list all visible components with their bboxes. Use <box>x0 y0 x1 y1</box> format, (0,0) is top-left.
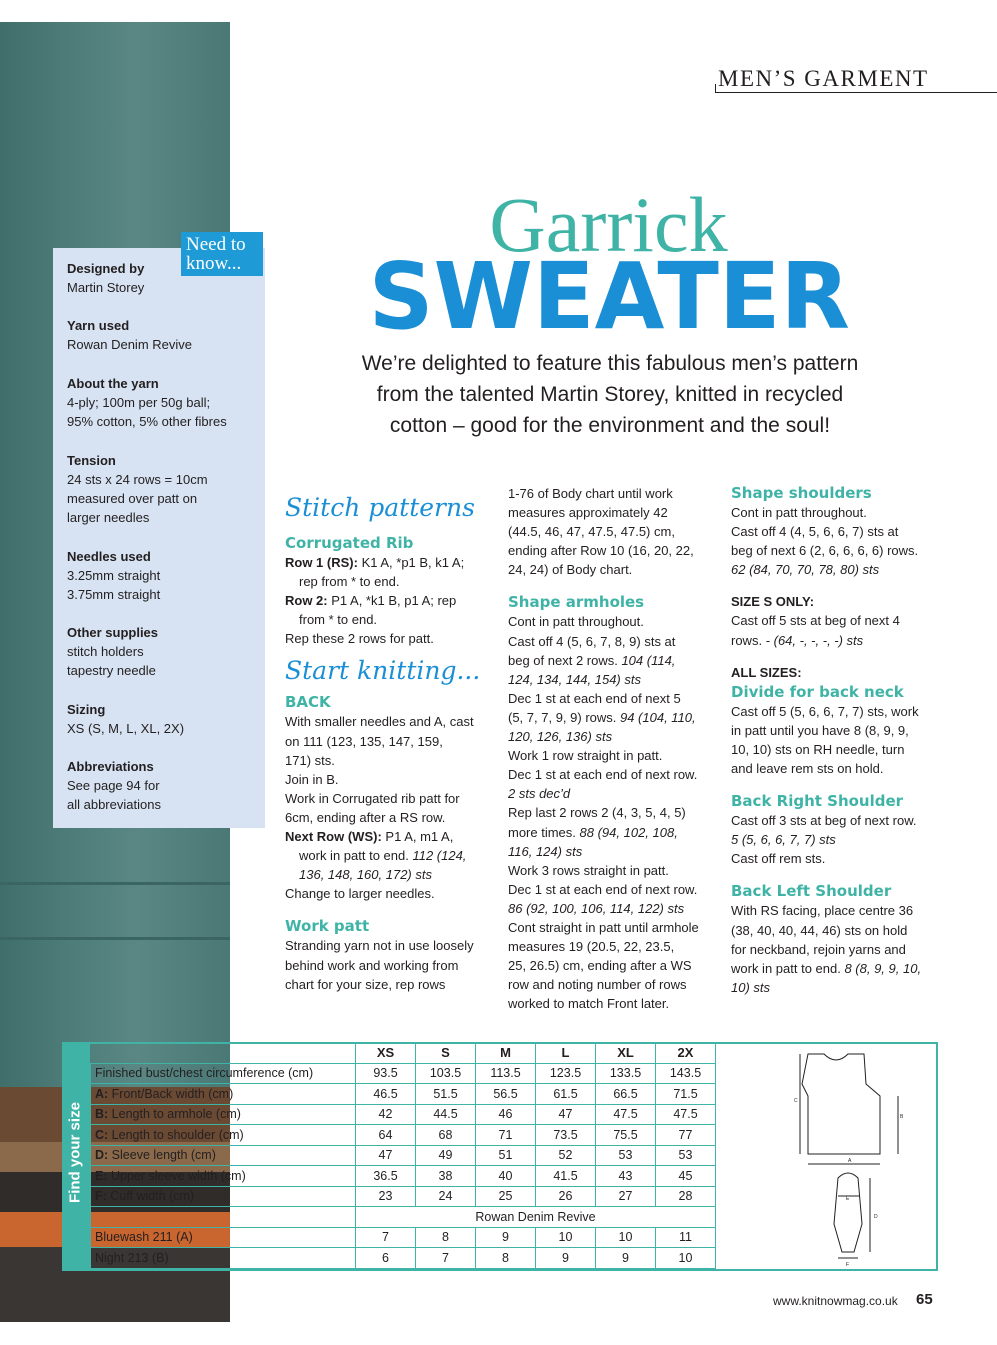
table-cell: 7 <box>416 1248 476 1269</box>
sidebar-value: measured over patt on <box>67 491 198 506</box>
heading-shape-shoulders: Shape shoulders <box>731 484 872 502</box>
sidebar-value: 3.75mm straight <box>67 587 161 602</box>
table-cell: 23 <box>356 1186 416 1207</box>
sidebar-item-tension <box>67 451 262 527</box>
measurement-label <box>91 1104 356 1125</box>
diagram-label-f: F <box>846 1262 850 1268</box>
table-header-row <box>91 1043 716 1064</box>
stitch-count: 2 sts dec’d <box>508 786 571 802</box>
body-text: beg of next 2 rows. <box>508 652 618 668</box>
intro-line: We’re delighted to feature this fabulous men’s pattern <box>361 352 859 375</box>
row-label: Row 1 (RS): <box>285 555 358 570</box>
table-cell: 46.5 <box>356 1084 416 1105</box>
body-text: on 111 (123, 135, 147, 159, <box>285 733 443 749</box>
table-cell: 47 <box>536 1104 596 1125</box>
table-cell: 71.5 <box>656 1084 716 1105</box>
heading-start-knitting: Start knitting... <box>285 656 481 686</box>
sidebar-heading: Yarn used <box>67 318 130 333</box>
sidebar-heading: Designed by <box>67 261 145 276</box>
table-cell: 9 <box>476 1227 536 1248</box>
page-number: 65 <box>916 1291 933 1308</box>
measurement-text: Length to shoulder (cm) <box>108 1127 244 1142</box>
yarn-header: Rowan Denim Revive <box>356 1207 716 1228</box>
heading-back-left-shoulder: Back Left Shoulder <box>731 882 892 901</box>
size-header: XL <box>596 1043 656 1064</box>
table-cell: 43 <box>596 1166 656 1187</box>
stitch-count: 136, 148, 160, 172) sts <box>299 867 432 883</box>
body-text: 1-76 of Body chart until work <box>508 486 673 501</box>
table-cell: 42 <box>356 1104 416 1125</box>
body-text: Dec 1 st at each end of next row. <box>508 767 698 783</box>
body-text: more times. <box>508 824 576 840</box>
table-row <box>91 1207 716 1228</box>
table-cell: 10 <box>536 1227 596 1248</box>
stitch-count: 104 (114, <box>617 652 676 668</box>
body-text: Work 3 rows straight in patt. <box>508 862 669 878</box>
heading-divide-back-neck: Divide for back neck <box>731 682 904 701</box>
table-cell: 47.5 <box>656 1104 716 1125</box>
table-cell: 53 <box>596 1145 656 1166</box>
sidebar-item-designer <box>67 259 262 297</box>
body-text: work in patt to end. <box>731 960 841 976</box>
body-text: rows. <box>731 632 763 648</box>
measurement-key: D: <box>95 1148 109 1163</box>
table-cell: 10 <box>656 1248 716 1269</box>
table-cell: 9 <box>596 1248 656 1269</box>
body-text: Work in Corrugated rib patt for <box>285 790 460 806</box>
row-label: Row 2: <box>285 593 328 609</box>
yarn-header-spacer <box>91 1207 356 1228</box>
stitch-count: 62 (84, 70, 70, 78, 80) sts <box>731 562 880 578</box>
table-cell: 26 <box>536 1186 596 1207</box>
size-table <box>90 1042 716 1269</box>
pattern-column-3 <box>731 483 946 997</box>
diagram-label-e: E <box>846 1196 850 1202</box>
diagram-label-a: A <box>848 1158 852 1164</box>
table-cell: 103.5 <box>416 1063 476 1084</box>
title-sweater: SWEATER <box>368 243 850 350</box>
table-row <box>91 1145 716 1166</box>
body-text: beg of next 6 (2, 6, 6, 6, 6) rows. <box>731 543 919 559</box>
heading-corrugated-rib: Corrugated Rib <box>285 534 414 552</box>
row-text: P1 A, m1 A, <box>381 829 454 845</box>
table-row <box>91 1227 716 1248</box>
size-note: SIZE S ONLY: <box>731 594 815 610</box>
table-row <box>91 1186 716 1207</box>
sidebar-value: XS (S, M, L, XL, 2X) <box>67 721 185 736</box>
table-row <box>91 1104 716 1125</box>
diagram-label-b: B <box>900 1114 904 1120</box>
table-cell: 40 <box>476 1166 536 1187</box>
table-cell: 8 <box>416 1227 476 1248</box>
sleeve-outline <box>834 1173 862 1252</box>
table-cell: 75.5 <box>596 1125 656 1146</box>
body-text: Cast off 4 (4, 5, 6, 6, 7) sts at <box>731 524 899 540</box>
body-text: in patt until you have 8 (8, 9, 9, <box>731 722 909 738</box>
table-cell: 52 <box>536 1145 596 1166</box>
garment-schematic <box>762 1044 936 1269</box>
stitch-count: - (64, -, -, -, -) sts <box>762 632 864 648</box>
title-garrick: Garrick <box>489 181 728 268</box>
table-cell: 38 <box>416 1166 476 1187</box>
table-cell: 73.5 <box>536 1125 596 1146</box>
yarn-label: Bluewash 211 (A) <box>91 1227 356 1248</box>
stitch-count: 10) sts <box>731 979 771 995</box>
body-text: 171) sts. <box>285 752 335 768</box>
body-text: for neckband, rejoin yarns and <box>731 941 906 957</box>
measurement-text: Upper sleeve width (cm) <box>107 1168 246 1183</box>
body-text: Cont in patt throughout. <box>508 614 644 630</box>
table-cell: 46 <box>476 1104 536 1125</box>
table-cell: 51.5 <box>416 1084 476 1105</box>
intro-line: cotton – good for the environment and the soul! <box>389 414 831 437</box>
table-cell: 11 <box>656 1227 716 1248</box>
table-cell: 47.5 <box>596 1104 656 1125</box>
body-text: 10, 10) sts on RH needle, turn <box>731 741 905 757</box>
pattern-column-2 <box>508 484 718 1013</box>
size-header: L <box>536 1043 596 1064</box>
sidebar-value: 4-ply; 100m per 50g ball; <box>67 395 211 410</box>
table-cell: 25 <box>476 1186 536 1207</box>
body-text: Cast off 4 (5, 6, 7, 8, 9) sts at <box>508 633 676 649</box>
sidebar-item-sizing <box>67 700 262 738</box>
table-cell: 44.5 <box>416 1104 476 1125</box>
sidebar-value: tapestry needle <box>67 663 156 678</box>
body-text: Stranding yarn not in use loosely <box>285 938 474 954</box>
body-text: measures 19 (20.5, 22, 23.5, <box>508 939 675 955</box>
sidebar-heading: Needles used <box>67 549 151 564</box>
measurement-text: Length to armhole (cm) <box>108 1107 241 1122</box>
sidebar-value: 3.25mm straight <box>67 568 161 583</box>
body-text: Work 1 row straight in patt. <box>508 748 663 764</box>
diagram-label-c: C <box>794 1098 798 1104</box>
measurement-text: Front/Back width (cm) <box>108 1086 234 1101</box>
section-tag: MEN’S GARMENT <box>718 66 929 91</box>
stitch-count: 94 (104, 110, <box>616 709 696 725</box>
wall-panel-line <box>0 937 230 940</box>
table-cell: 49 <box>416 1145 476 1166</box>
measurement-label: Finished bust/chest circumference (cm) <box>91 1063 356 1084</box>
sidebar-item-yarn <box>67 316 262 354</box>
table-cell: 143.5 <box>656 1063 716 1084</box>
stitch-count: 88 (94, 102, 108, <box>575 824 678 840</box>
measurement-key: E: <box>95 1168 108 1183</box>
sidebar-value: 24 sts x 24 rows = 10cm <box>67 472 208 487</box>
measurement-text: Cuff width (cm) <box>106 1189 195 1204</box>
sidebar-value: See page 94 for <box>67 778 160 793</box>
sidebar-value: Rowan Denim Revive <box>67 337 192 352</box>
heading-work-patt: Work patt <box>285 917 370 936</box>
sidebar-value: all abbreviations <box>67 797 161 812</box>
measurement-label <box>91 1166 356 1187</box>
sidebar-heading: Tension <box>67 453 116 468</box>
sidebar-value: stitch holders <box>67 644 144 659</box>
body-text: and leave rem sts on hold. <box>731 761 884 777</box>
wall-panel-line <box>0 882 230 885</box>
body-text: Join in B. <box>285 771 339 787</box>
heading-shape-armholes: Shape armholes <box>508 593 645 612</box>
table-cell: 8 <box>476 1248 536 1269</box>
measurement-label <box>91 1186 356 1207</box>
footer-url[interactable]: www.knitnowmag.co.uk <box>773 1294 898 1308</box>
table-row <box>91 1248 716 1269</box>
table-cell: 45 <box>656 1166 716 1187</box>
body-outline <box>802 1054 880 1154</box>
table-row <box>91 1084 716 1105</box>
body-text: Cast off 5 (5, 6, 6, 7, 7) sts, work <box>731 703 919 719</box>
measurement-label <box>91 1084 356 1105</box>
yarn-label: Night 213 (B) <box>91 1248 356 1269</box>
find-your-size-tab <box>62 1042 90 1271</box>
stitch-count: 120, 126, 136) sts <box>508 729 613 745</box>
body-text: Cast off 5 sts at beg of next 4 <box>731 613 900 629</box>
body-text: Dec 1 st at each end of next 5 <box>508 690 681 706</box>
sidebar-item-abbreviations <box>67 757 262 814</box>
body-text: behind work and working from <box>285 957 459 973</box>
measurement-key: B: <box>95 1107 109 1122</box>
table-row <box>91 1063 716 1084</box>
body-text: (44.5, 46, 47, 47.5, 47.5) cm, <box>508 524 675 540</box>
body-text: Cast off 3 sts at beg of next row. <box>731 813 917 829</box>
size-header: XS <box>356 1043 416 1064</box>
size-header: M <box>476 1043 536 1064</box>
body-text: (5, 7, 7, 9, 9) rows. <box>508 709 617 725</box>
table-cell: 133.5 <box>596 1063 656 1084</box>
pattern-column-1 <box>285 493 490 994</box>
body-text: Change to larger needles. <box>285 886 435 902</box>
measurement-text: Sleeve length (cm) <box>108 1148 216 1163</box>
size-header: S <box>416 1043 476 1064</box>
measurement-key: F: <box>95 1189 107 1204</box>
size-note: ALL SIZES: <box>731 664 802 680</box>
table-row <box>91 1125 716 1146</box>
heading-back: BACK <box>285 693 331 712</box>
sidebar-value: Martin Storey <box>67 280 145 295</box>
row-text: work in patt to end. <box>299 848 409 864</box>
table-cell: 10 <box>596 1227 656 1248</box>
stitch-count: 5 (5, 6, 6, 7, 7) sts <box>731 832 836 848</box>
table-cell: 41.5 <box>536 1166 596 1187</box>
find-your-size-label: Find your size <box>66 1102 84 1203</box>
table-cell: 28 <box>656 1186 716 1207</box>
body-text: With RS facing, place centre 36 <box>731 903 914 919</box>
table-cell: 47 <box>356 1145 416 1166</box>
table-cell: 6 <box>356 1248 416 1269</box>
heading-stitch-patterns: Stitch patterns <box>285 493 475 522</box>
diagram-label-d: D <box>874 1214 878 1220</box>
body-text: ending after Row 10 (16, 20, 22, <box>508 543 694 559</box>
stitch-count: 116, 124) sts <box>508 843 583 859</box>
row-text: from * to end. <box>299 612 378 628</box>
body-text: Rep last 2 rows 2 (4, 3, 5, 4, 5) <box>508 805 686 821</box>
measurement-label <box>91 1125 356 1146</box>
sidebar-value: larger needles <box>67 510 150 525</box>
table-cell: 27 <box>596 1186 656 1207</box>
body-text: Cont in patt throughout. <box>731 505 867 520</box>
badge-line: know... <box>186 253 242 274</box>
stitch-count: 124, 134, 144, 154) sts <box>508 671 641 687</box>
table-cell: 51 <box>476 1145 536 1166</box>
body-text: (38, 40, 40, 44, 46) sts on hold <box>731 922 908 938</box>
sidebar-heading: Abbreviations <box>67 759 154 774</box>
sidebar-value: 95% cotton, 5% other fibres <box>67 414 227 429</box>
rep-text: Rep these 2 rows for patt. <box>285 631 434 647</box>
stitch-count: 112 (124, <box>408 848 467 864</box>
heading-back-right-shoulder: Back Right Shoulder <box>731 792 904 811</box>
body-text: Cast off rem sts. <box>731 851 826 867</box>
sidebar-item-supplies <box>67 623 262 680</box>
table-cell: 68 <box>416 1125 476 1146</box>
measurement-key: C: <box>95 1127 109 1142</box>
table-cell: 123.5 <box>536 1063 596 1084</box>
table-cell: 9 <box>536 1248 596 1269</box>
table-cell: 71 <box>476 1125 536 1146</box>
row-text: K1 A, *p1 B, k1 A; <box>357 555 465 570</box>
table-cell: 7 <box>356 1227 416 1248</box>
table-cell: 24 <box>416 1186 476 1207</box>
badge-line: Need to <box>186 234 246 255</box>
table-cell: 93.5 <box>356 1063 416 1084</box>
stitch-count: 8 (8, 9, 9, 10, <box>840 960 922 976</box>
body-text: 25, 26.5) cm, ending after a WS <box>508 958 692 974</box>
body-text: Cont straight in patt until armhole <box>508 919 699 935</box>
intro-line: from the talented Martin Storey, knitted in recycled <box>376 383 844 406</box>
intro-text <box>330 348 890 441</box>
table-cell: 61.5 <box>536 1084 596 1105</box>
row-label: Next Row (WS): <box>285 829 382 845</box>
table-cell: 36.5 <box>356 1166 416 1187</box>
table-cell: 64 <box>356 1125 416 1146</box>
sidebar-item-about-yarn <box>67 374 262 431</box>
body-text: row and noting number of rows <box>508 977 687 993</box>
body-text: 24, 24) of Body chart. <box>508 562 633 578</box>
body-text: 6cm, ending after a RS row. <box>285 809 446 825</box>
measurement-label <box>91 1145 356 1166</box>
sidebar-heading: About the yarn <box>67 376 159 391</box>
stitch-count: 86 (92, 100, 106, 114, 122) sts <box>508 900 685 916</box>
body-text: chart for your size, rep rows <box>285 976 446 992</box>
sidebar-heading: Other supplies <box>67 625 159 640</box>
body-text: worked to match Front later. <box>508 996 670 1012</box>
body-text: measures approximately 42 <box>508 505 668 521</box>
table-cell: 53 <box>656 1145 716 1166</box>
sidebar-item-needles <box>67 547 262 604</box>
body-text: Dec 1 st at each end of next row. <box>508 881 698 897</box>
section-rule <box>715 92 997 93</box>
table-cell: 77 <box>656 1125 716 1146</box>
size-header: 2X <box>656 1043 716 1064</box>
table-corner <box>91 1043 356 1064</box>
table-cell: 113.5 <box>476 1063 536 1084</box>
row-text: P1 A, *k1 B, p1 A; rep <box>327 593 457 609</box>
table-cell: 66.5 <box>596 1084 656 1105</box>
table-row <box>91 1166 716 1187</box>
body-text: With smaller needles and A, cast <box>285 714 474 730</box>
row-text: rep from * to end. <box>299 574 400 590</box>
table-cell: 56.5 <box>476 1084 536 1105</box>
sidebar-heading: Sizing <box>67 702 106 717</box>
measurement-key: A: <box>95 1086 109 1101</box>
